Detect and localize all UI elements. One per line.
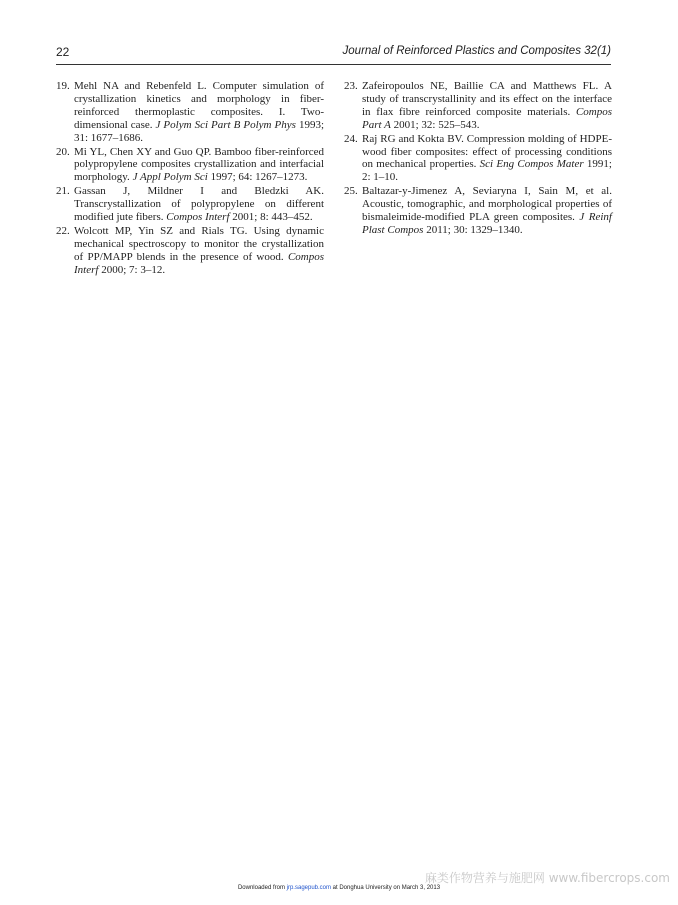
page-number: 22 xyxy=(56,45,70,59)
reference-number: 20. xyxy=(56,145,70,158)
reference-text: Zafeiropoulos NE, Baillie CA and Matthews FL. A study of transcrystallinity and its effect on the interface in flax fibre reinforced composite materials. xyxy=(362,80,612,118)
reference-journal: Compos Interf xyxy=(74,250,324,276)
footer-prefix: Downloaded from xyxy=(237,885,287,891)
reference-text: Mi YL, Chen XY and Guo QP. Bamboo fiber-reinforced polypropylene composites crystallization and interfacial morphology. xyxy=(74,145,324,184)
reference-citation: 2001; 8: 443–452. xyxy=(229,211,313,224)
reference-citation: 2000; 7: 3–12. xyxy=(98,263,166,276)
journal-title: Journal of Reinforced Plastics and Composites 32(1) xyxy=(342,45,611,57)
reference-citation: 2001; 32: 525–543. xyxy=(390,118,480,131)
reference-number: 19. xyxy=(56,80,70,92)
reference-citation: 2011; 30: 1329–1340. xyxy=(423,223,523,236)
reference-text: Wolcott MP, Yin SZ and Rials TG. Using dynamic mechanical spectroscopy to monitor the crystallization of PP/MAPP blends in the presence of wood. xyxy=(74,224,324,263)
footer-url-link[interactable]: jrp.sagepub.com xyxy=(286,885,331,891)
reference-item xyxy=(344,80,612,132)
reference-text: Baltazar-y-Jimenez A, Seviaryna I, Sain M, et al. Acoustic, tomographic, and morphological properties of bismaleimide-modified PLA green composites. xyxy=(362,185,612,224)
footer-suffix: at Donghua University on March 3, 2013 xyxy=(331,885,441,891)
reference-journal: Sci Eng Compos Mater xyxy=(479,158,584,171)
reference-number: 22. xyxy=(56,224,70,237)
reference-item xyxy=(56,146,324,185)
reference-list-right xyxy=(344,80,612,238)
reference-item xyxy=(344,185,612,237)
reference-number: 25. xyxy=(344,185,358,198)
reference-item xyxy=(56,225,324,277)
reference-number: 21. xyxy=(56,185,70,198)
reference-list-left xyxy=(56,80,324,278)
reference-text: Mehl NA and Rebenfeld L. Computer simulation of crystallization kinetics and morphology in fiber-reinforced thermoplastic composites. I. Two-dimensional case. xyxy=(74,80,324,131)
reference-journal: Compos Interf xyxy=(166,211,230,224)
reference-journal: Compos Part A xyxy=(362,105,612,131)
reference-item xyxy=(56,185,324,224)
site-watermark: 麻类作物营养与施肥网 www.fibercrops.com xyxy=(424,871,670,885)
reference-number: 23. xyxy=(344,80,358,92)
reference-journal: J Reinf Plast Compos xyxy=(362,211,612,236)
running-header xyxy=(56,44,611,65)
reference-citation: 1997; 64: 1267–1273. xyxy=(207,171,308,184)
reference-item xyxy=(344,133,612,185)
reference-journal: J Appl Polym Sci xyxy=(132,171,208,184)
reference-citation: 1991; 2: 1–10. xyxy=(362,158,612,184)
reference-number: 24. xyxy=(344,132,358,145)
reference-journal: J Polym Sci Part B Polym Phys xyxy=(155,118,296,131)
reference-text: Raj RG and Kokta BV. Compression molding of HDPE-wood fiber composites: effect of processing conditions on mechanical properties. xyxy=(362,132,612,171)
reference-citation: 1993; 31: 1677–1686. xyxy=(74,118,324,144)
reference-item xyxy=(56,80,324,145)
reference-text: Gassan J, Mildner I and Bledzki AK. Transcrystallization of polypropylene on different modified jute fibers. xyxy=(74,185,324,224)
